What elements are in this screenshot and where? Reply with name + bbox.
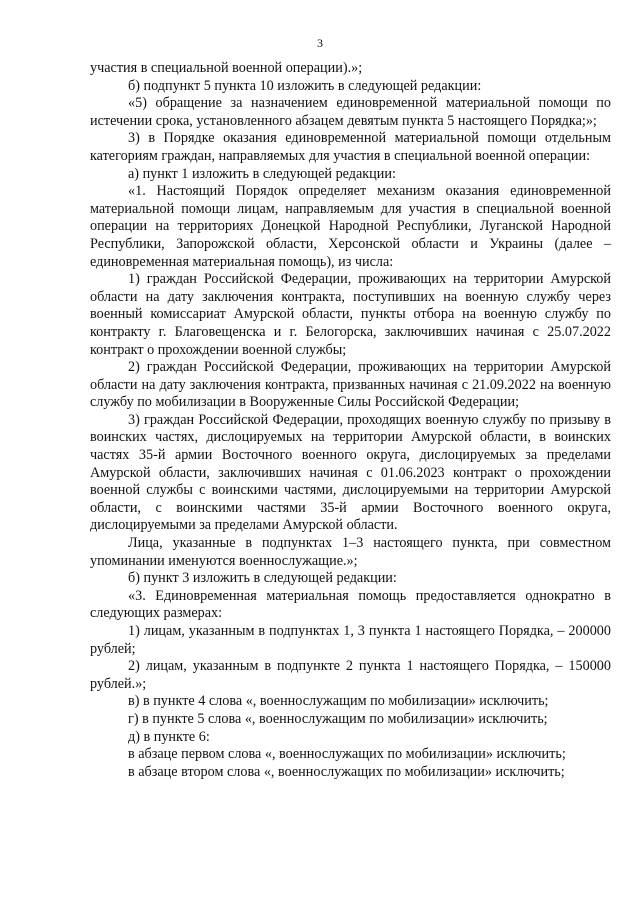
- paragraph: «3. Единовременная материальная помощь предоставляется однократно в следующих размерах:: [90, 587, 611, 622]
- paragraph: в абзаце первом слова «, военнослужащих по мобилизации» исключить;: [128, 746, 566, 763]
- paragraph: а) пункт 1 изложить в следующей редакции:: [128, 165, 396, 182]
- paragraph: б) пункт 3 изложить в следующей редакции:: [128, 570, 397, 587]
- paragraph: 1) граждан Российской Федерации, проживающих на территории Амурской области на дату заключения контракта, поступивших на военную службу через военный комиссариат Амурской области, пункты отбора на военную службу по контракту г. Благовещенска и г. Белогорска, заключивших начиная с 25.07.2022 контракт о прохождении военной службы;: [90, 271, 611, 358]
- paragraph: в) в пункте 4 слова «, военнослужащим по мобилизации» исключить;: [128, 693, 549, 710]
- paragraph: 2) граждан Российской Федерации, проживающих на территории Амурской области на дату заключения контракта, призванных начиная с 21.09.2022 на военную службу по мобилизации в Вооруженные Силы Российской Федерации;: [90, 359, 611, 411]
- paragraph: в абзаце втором слова «, военнослужащих по мобилизации» исключить;: [128, 763, 565, 780]
- paragraph: 1) лицам, указанным в подпунктах 1, 3 пункта 1 настоящего Порядка, – 200000 рублей;: [90, 623, 611, 657]
- paragraph: б) подпункт 5 пункта 10 изложить в следующей редакции:: [128, 77, 482, 94]
- paragraph: «5) обращение за назначением единовременной материальной помощи по истечении срока, установленного абзацем девятым пункта 5 настоящего Порядка;»;: [90, 95, 611, 129]
- paragraph: «1. Настоящий Порядок определяет механизм оказания единовременной материальной помощи лицам, направляемым для участия в специальной военной операции на территориях Донецкой Народной Республики, Луганской Народной Республики, Запорожской области, Херсонской области и Украины (далее – единовременная материальная помощь), из числа:: [90, 183, 611, 270]
- paragraph: г) в пункте 5 слова «, военнослужащим по мобилизации» исключить;: [128, 710, 548, 727]
- paragraph: 2) лицам, указанным в подпункте 2 пункта 1 настоящего Порядка, – 150000 рублей.»;: [90, 658, 611, 692]
- paragraph: участия в специальной военной операции).»;: [90, 60, 363, 76]
- document-body: [90, 60, 611, 781]
- paragraph: Лица, указанные в подпунктах 1–3 настоящего пункта, при совместном упоминании именуются военнослужащие.»;: [90, 535, 611, 569]
- paragraph: д) в пункте 6:: [128, 728, 210, 745]
- paragraph: 3) в Порядке оказания единовременной материальной помощи отдельным категориям граждан, направляемых для участия в специальной военной операции:: [90, 130, 611, 164]
- page-number: 3: [317, 36, 323, 50]
- paragraph: 3) граждан Российской Федерации, проходящих военную службу по призыву в воинских частях, дислоцируемых на территории Амурской области, в воинских частях 35-й армии Восточного военного округа, дислоцируемых за пределами Амурской области, заключивших начиная с 01.06.2023 контракт о прохождении военной службы с воинскими частями, дислоцируемыми на территории Амурской области, с воинскими частями 35-й армии Восточного военного округа, дислоцируемыми за пределами Амурской области.: [90, 411, 611, 534]
